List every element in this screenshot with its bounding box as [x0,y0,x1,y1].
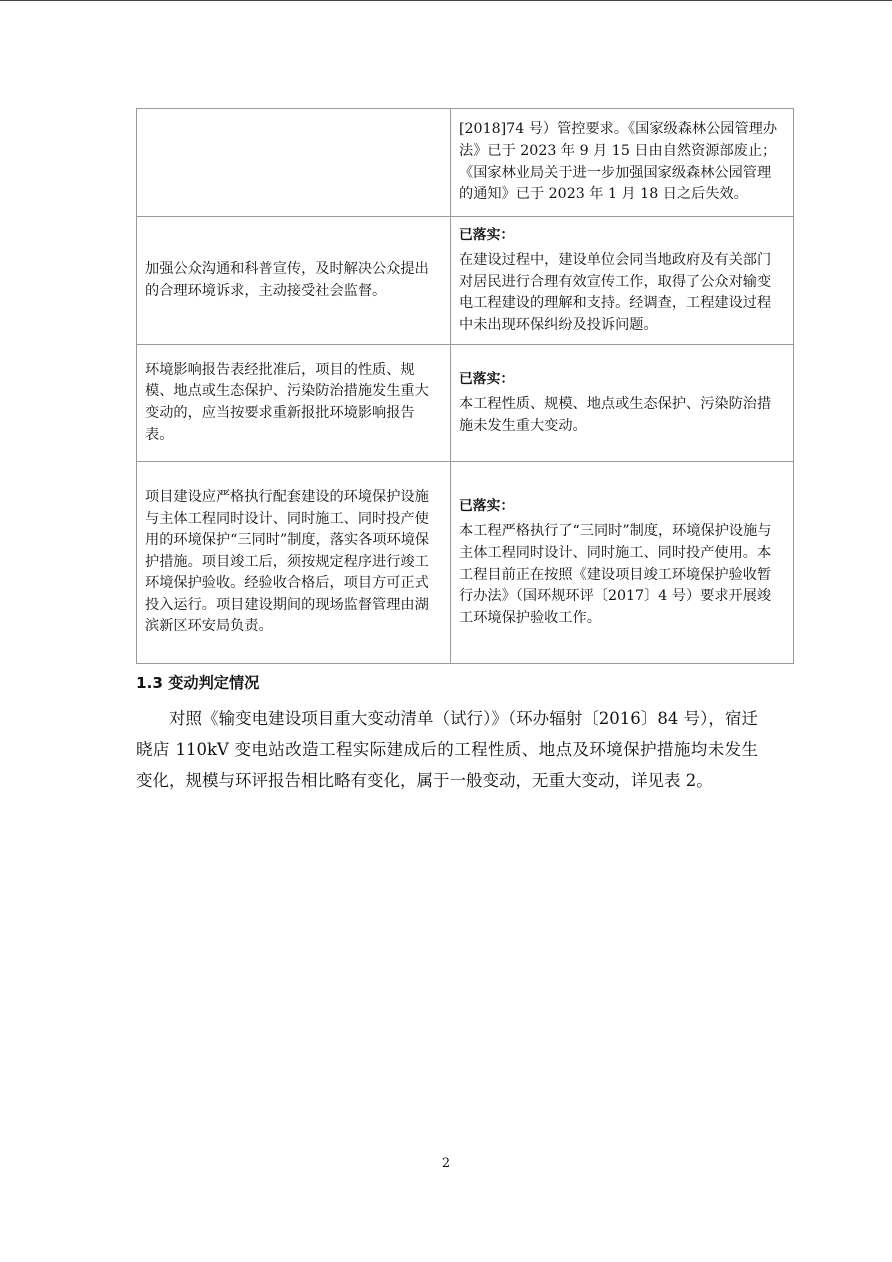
requirement-cell: 加强公众沟通和科普宣传，及时解决公众提出的合理环境诉求，主动接受社会监督。 [137,217,451,345]
table-row [137,217,794,345]
requirements-table [136,108,794,664]
requirement-cell: 项目建设应严格执行配套建设的环境保护设施与主体工程同时设计、同时施工、同时投产使用的环境保护“三同时”制度，落实各项环境保护措施。项目竣工后，须按规定程序进行竣工环境保护验收。经验收合格后，项目方可正式投入运行。项目建设期间的现场监督管理由湖滨新区环安局负责。 [137,462,451,664]
implementation-cell [451,462,794,664]
table-row [137,345,794,462]
implementation-cell [451,109,794,217]
page-number: 2 [441,1156,451,1171]
requirement-cell [137,109,451,217]
status-label: 已落实： [459,226,515,243]
page-top-border [0,0,892,1]
implementation-detail: 本工程严格执行了“三同时”制度，环境保护设施与主体工程同时设计、同时施工、同时投产使用。本工程目前正在按照《建设项目竣工环境保护验收暂行办法》（国环规环评〔2017〕4 号）要求开展竣工环境保护验收工作。 [459,523,772,626]
requirement-cell: 环境影响报告表经批准后，项目的性质、规模、地点或生态保护、污染防治措施发生重大变动的，应当按要求重新报批环境影响报告表。 [137,345,451,462]
section-heading: 1.3 变动判定情况 [136,674,260,692]
implementation-detail: [2018]74 号）管控要求。《国家级森林公园管理办法》已于 2023 年 9 月 15 日由自然资源部废止；《国家林业局关于进一步加强国家级森林公园管理的通知》已于 2023 年 1 月 18 日之后失效。 [459,121,778,203]
implementation-cell [451,345,794,462]
implementation-detail: 在建设过程中，建设单位会同当地政府及有关部门对居民进行合理有效宣传工作，取得了公众对输变电工程建设的理解和支持。经调查，工程建设过程中未出现环保纠纷及投诉问题。 [459,252,772,333]
status-label: 已落实： [459,497,515,514]
implementation-cell [451,217,794,345]
status-label: 已落实： [459,370,515,387]
implementation-detail: 本工程性质、规模、地点或生态保护、污染防治措施未发生重大变动。 [459,396,772,434]
change-assessment-section [136,660,758,796]
table-row [137,462,794,664]
body-paragraph: 对照《输变电建设项目重大变动清单（试行）》（环办辐射〔2016〕84 号），宿迁晓店 110kV 变电站改造工程实际建成后的工程性质、地点及环境保护措施均未发生变化，规模与环评报告相比略有变化，属于一般变动，无重大变动，详见表 2。 [136,709,758,790]
table-row [137,109,794,217]
